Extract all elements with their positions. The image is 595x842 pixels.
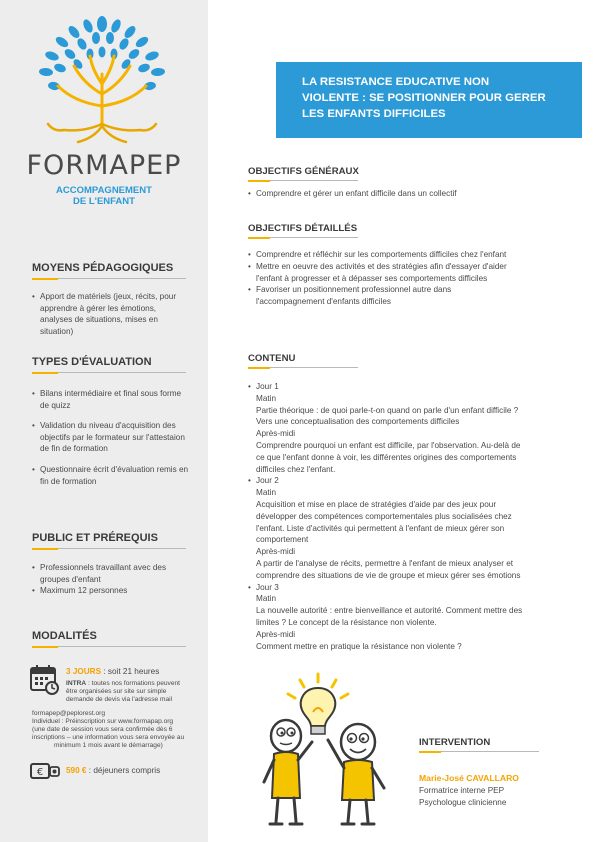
calendar-clock-icon [30, 664, 60, 696]
objectifs-generaux-heading: OBJECTIFS GÉNÉRAUX [248, 166, 359, 177]
brand-subtitle [0, 185, 208, 207]
list-item: • Bilans intermédiaire et final sous forme de quizz [32, 388, 190, 411]
intervenant-name: Marie-José CAVALLARO [419, 773, 519, 783]
content-line: Acquisition et mise en place de stratégies d'aide par des jeux pour [256, 499, 497, 509]
list-item: • Comprendre et gérer un enfant difficile dans un collectif [248, 188, 558, 200]
intervenant-role: Psychologue clinicienne [419, 798, 507, 807]
brand-subtitle-line: DE L'ENFANT [73, 196, 135, 207]
contenu-block [248, 381, 564, 652]
public-heading: PUBLIC ET PRÉREQUIS [32, 532, 158, 544]
two-characters-lightbulb-illustration [258, 670, 408, 830]
inscription-block [32, 710, 204, 750]
objectifs-detailles-list [248, 249, 518, 308]
title-line: LES ENFANTS DIFFICILES [302, 108, 446, 120]
prix-text: : déjeuners compris [86, 766, 161, 775]
content-line: Comprendre pourquoi un enfant est difficile, par l'observation. Au-delà de [256, 440, 521, 450]
heading-divider [32, 646, 186, 647]
intra-text: demande de devis via l'adresse mail [66, 696, 173, 704]
day-label: • Jour 3 [248, 582, 564, 594]
heading-divider [248, 237, 358, 238]
heading-divider [419, 751, 539, 752]
day-label: • Jour 2 [248, 475, 564, 487]
title-banner [276, 62, 582, 138]
intra-block [66, 680, 201, 704]
duree-value: 3 JOURS [66, 667, 102, 676]
heading-divider [32, 278, 186, 279]
list-item: • Mettre en oeuvre des activités et des stratégies afin d'essayer d'aider l'enfant à progresser et à dépasser ses comportements difficiles [248, 261, 518, 285]
intra-text: être organisées sur site sur simple [66, 688, 167, 696]
matin-label: Matin [256, 393, 277, 403]
prix-value: 590 € [66, 766, 87, 775]
content-line: difficiles chez l'enfant. [256, 464, 336, 474]
heading-divider [248, 367, 358, 368]
intervention-heading: INTERVENTION [419, 737, 491, 748]
day-label: • Jour 1 [248, 381, 564, 393]
email-text: formapep@peplorest.org [32, 710, 106, 717]
content-line: comportement [256, 535, 309, 545]
evaluation-heading: TYPES D'ÉVALUATION [32, 356, 152, 368]
training-title [302, 74, 574, 122]
list-item: • Apport de matériels (jeux, récits, pour apprendre à gérer les émotions, analyses de situations, mises en situation) [32, 291, 190, 337]
matin-label: Matin [256, 488, 277, 498]
apres-midi-label: Après-midi [256, 547, 296, 557]
intra-label: INTRA [66, 680, 87, 687]
public-list [32, 562, 190, 597]
individuel-text: (une date de session vous sera confirmée dès 6 [32, 726, 173, 734]
intra-text: : toutes nos formations peuvent [86, 680, 180, 687]
content-line: Vers une conceptualisation des comportements difficiles [256, 417, 460, 427]
content-line: ce que l'enfant donne à voir, les différentes origines des comportements [256, 452, 517, 462]
individuel-text: Individuel : Préinscription sur www.formapap.org [32, 718, 174, 726]
list-item: • Favoriser un positionnement professionnel autre dans l'accompagnement d'enfants difficiles [248, 284, 518, 308]
content-line: La nouvelle autorité : entre bienveillance et autorité. Comment mettre des [256, 606, 523, 616]
heading-divider [248, 180, 358, 181]
moyens-heading: MOYENS PÉDAGOGIQUES [32, 262, 174, 274]
tree-logo [34, 14, 170, 146]
evaluation-list [32, 388, 190, 496]
objectifs-generaux-list [248, 188, 558, 200]
content-line: comprendre des situations de vie de groupe et mieux gérer ses émotions [256, 570, 521, 580]
individuel-text: inscriptions – une information vous sera envoyée au [32, 734, 185, 742]
list-item: • Validation du niveau d'acquisition des objectifs par le formateur sur l'attestaion de fin de formation [32, 420, 190, 455]
sidebar [0, 0, 208, 842]
heading-divider [32, 372, 186, 373]
list-item: • Maximum 12 personnes [32, 585, 190, 597]
matin-label: Matin [256, 594, 277, 604]
list-item: • Professionnels travaillant avec des groupes d'enfant [32, 562, 190, 585]
list-item: • Comprendre et réfléchir sur les comportements difficiles chez l'enfant [248, 249, 518, 261]
title-line: VIOLENTE : SE POSITIONNER POUR GERER [302, 92, 546, 104]
content-line: limites ? Le concept de la résistance non violente. [256, 617, 437, 627]
duree-text: : soit 21 heures [101, 667, 160, 676]
content-line: A partir de l'analyse de récits, permettre à l'enfant de mieux analyser et [256, 558, 514, 568]
modalites-heading: MODALITÉS [32, 630, 97, 642]
content-line: Partie théorique : de quoi parle-t-on quand on parle d'un enfant difficile ? [256, 405, 519, 415]
heading-divider [32, 548, 186, 549]
moyens-list [32, 291, 190, 337]
brand-subtitle-line: ACCOMPAGNEMENT [56, 185, 152, 196]
brand-name: FORMAPEP [26, 150, 182, 181]
content-line: l'enfant. Liste d'activités qui permettent à l'enfant de mieux gérer son [256, 523, 505, 533]
title-line: LA RESISTANCE EDUCATIVE NON [302, 76, 490, 88]
apres-midi-label: Après-midi [256, 629, 296, 639]
list-item: • Questionnaire écrit d'évaluation remis en fin de formation [32, 464, 190, 487]
content-line: Comment mettre en pratique la résistance non violente ? [256, 641, 462, 651]
content-line: développer des compétences comportementales plus socialisées chez [256, 511, 512, 521]
individuel-text: minimum 1 mois avant le démarrage) [54, 742, 163, 750]
prix-line [66, 766, 201, 775]
objectifs-detailles-heading: OBJECTIFS DÉTAILLÉS [248, 223, 358, 234]
money-icon [30, 762, 60, 780]
apres-midi-label: Après-midi [256, 429, 296, 439]
duree-line [66, 667, 201, 676]
svg-text:€: € [36, 767, 44, 778]
contenu-heading: CONTENU [248, 353, 296, 364]
intervenant-role: Formatrice interne PEP [419, 786, 505, 795]
